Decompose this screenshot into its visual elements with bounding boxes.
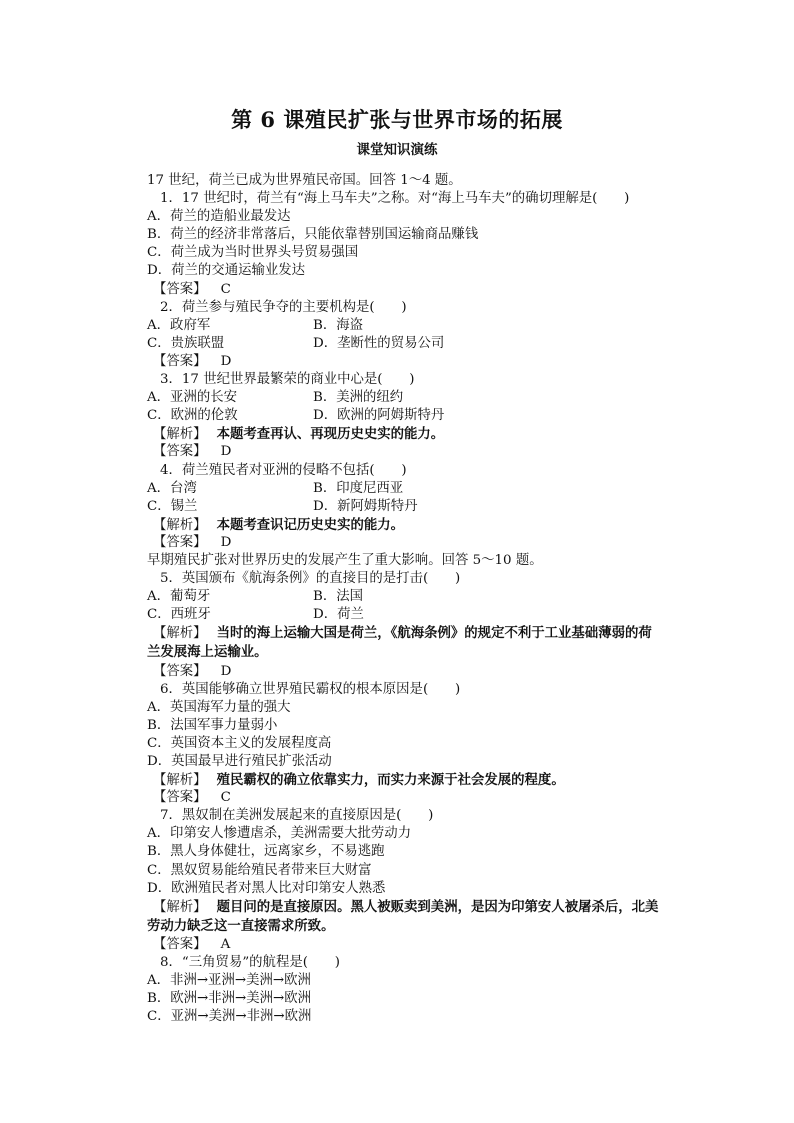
q3-option-d: D．欧洲的阿姆斯特丹 — [313, 408, 445, 424]
answer-value: D — [220, 444, 232, 460]
q4-option-d: D．新阿姆斯特丹 — [313, 498, 418, 514]
analysis-tag: 【解析】 — [153, 626, 207, 642]
q1-option-b: B．荷兰的经济非常落后，只能依靠替别国运输商品赚钱 — [147, 227, 479, 243]
q6-option-b: B．法国军事力量弱小 — [147, 717, 278, 733]
q5-option-b: B．法国 — [313, 589, 364, 605]
answer-tag: 【答案】 — [153, 936, 207, 952]
q7-analysis — [147, 898, 659, 936]
q2-option-a: A．政府军 — [147, 317, 211, 333]
answer-value: D — [220, 353, 232, 369]
question-6: 6．英国能够确立世界殖民霸权的根本原因是( ) — [160, 681, 461, 697]
answer-tag: 【答案】 — [153, 281, 207, 297]
q1-option-c: C．荷兰成为当时世界头号贸易强国 — [147, 245, 359, 261]
page-subtitle: 课堂知识演练 — [356, 142, 438, 158]
page-title: 第 6 课殖民扩张与世界市场的拓展 — [231, 107, 563, 132]
analysis-text: 本题考查再认、再现历史史实的能力。 — [216, 426, 445, 443]
q6-answer — [147, 789, 659, 807]
q2-option-b: B．海盗 — [313, 317, 364, 333]
q3-analysis — [147, 425, 659, 443]
question-7: 7．黑奴制在美洲发展起来的直接原因是( ) — [160, 808, 434, 824]
q7-option-a: A．印第安人惨遭虐杀，美洲需要大批劳动力 — [147, 826, 412, 842]
q4-answer — [147, 534, 659, 552]
q3-option-a: A．亚洲的长安 — [147, 390, 238, 406]
question-8: 8．“三角贸易”的航程是( ) — [160, 955, 340, 971]
q2-options-row-1 — [147, 317, 659, 335]
analysis-text: 本题考查识记历史史实的能力。 — [216, 516, 405, 533]
section-intro-2: 早期殖民扩张对世界历史的发展产生了重大影响。回答 5～10 题。 — [147, 552, 543, 568]
q7-option-b: B．黑人身体健壮，远离家乡，不易逃跑 — [147, 844, 385, 860]
q3-options-row-2 — [147, 407, 659, 425]
q7-answer — [147, 936, 659, 954]
question-2: 2．荷兰参与殖民争夺的主要机构是( ) — [160, 299, 407, 315]
q4-option-c: C．锡兰 — [147, 498, 198, 514]
q5-answer — [147, 663, 659, 681]
q4-options-row-2 — [147, 498, 659, 516]
answer-tag: 【答案】 — [153, 790, 207, 806]
q1-answer — [147, 281, 659, 299]
q4-option-a: A．台湾 — [147, 480, 197, 496]
q4-option-b: B．印度尼西亚 — [313, 480, 404, 496]
question-3: 3．17 世纪世界最繁荣的商业中心是( ) — [160, 372, 415, 388]
q3-option-c: C．欧洲的伦敦 — [147, 408, 238, 424]
q5-options-row-2 — [147, 606, 659, 624]
answer-value: C — [220, 790, 231, 806]
q4-analysis — [147, 516, 659, 534]
answer-value: D — [220, 663, 232, 679]
q8-option-c: C．亚洲→美洲→非洲→欧洲 — [147, 1009, 312, 1025]
q2-options-row-2 — [147, 335, 659, 353]
analysis-tag: 【解析】 — [153, 773, 207, 789]
q5-option-c: C．西班牙 — [147, 607, 211, 623]
q2-answer — [147, 353, 659, 371]
analysis-text: 当时的海上运输大国是荷兰，《航海条例》的规定不利于工业基础薄弱的荷兰发展海上运输业。 — [147, 625, 652, 661]
q6-analysis — [147, 771, 659, 789]
q7-option-c: C．黑奴贸易能给殖民者带来巨大财富 — [147, 862, 372, 878]
q4-options-row-1 — [147, 480, 659, 498]
q3-option-b: B．美洲的纽约 — [313, 390, 404, 406]
q5-option-a: A．葡萄牙 — [147, 589, 211, 605]
q8-option-a: A．非洲→亚洲→美洲→欧洲 — [147, 973, 311, 989]
answer-value: D — [220, 534, 232, 550]
analysis-tag: 【解析】 — [153, 899, 207, 915]
question-5: 5．英国颁布《航海条例》的直接目的是打击( ) — [160, 571, 461, 587]
question-1: 1．17 世纪时，荷兰有“海上马车夫”之称。对“海上马车夫”的确切理解是( ) — [160, 191, 630, 207]
q5-options-row-1 — [147, 588, 659, 606]
answer-value: A — [220, 936, 231, 952]
answer-value: C — [220, 281, 231, 297]
q8-option-b: B．欧洲→非洲→美洲→欧洲 — [147, 991, 312, 1007]
section-intro-1: 17 世纪，荷兰已成为世界殖民帝国。回答 1～4 题。 — [147, 173, 462, 188]
q6-option-a: A．英国海军力量的强大 — [147, 699, 291, 715]
answer-tag: 【答案】 — [153, 534, 207, 550]
q2-option-c: C．贵族联盟 — [147, 335, 225, 351]
answer-tag: 【答案】 — [153, 444, 207, 460]
question-4: 4．荷兰殖民者对亚洲的侵略不包括( ) — [160, 462, 407, 478]
q1-option-d: D．荷兰的交通运输业发达 — [147, 263, 306, 279]
analysis-text: 题目问的是直接原因。黑人被贩卖到美洲，是因为印第安人被屠杀后，北美劳动力缺乏这一直接需求所致。 — [147, 898, 659, 934]
q5-option-d: D．荷兰 — [313, 607, 364, 623]
q1-option-a: A．荷兰的造船业最发达 — [147, 209, 291, 225]
q6-option-c: C．英国资本主义的发展程度高 — [147, 735, 332, 751]
analysis-text: 殖民霸权的确立依靠实力，而实力来源于社会发展的程度。 — [216, 772, 565, 789]
document-body — [147, 172, 659, 1026]
q5-analysis — [147, 624, 659, 662]
q7-option-d: D．欧洲殖民者对黑人比对印第安人熟悉 — [147, 880, 386, 896]
answer-tag: 【答案】 — [153, 663, 207, 679]
analysis-tag: 【解析】 — [153, 517, 207, 533]
q6-option-d: D．英国最早进行殖民扩张活动 — [147, 754, 332, 769]
answer-tag: 【答案】 — [153, 353, 207, 369]
analysis-tag: 【解析】 — [153, 427, 207, 443]
q2-option-d: D．垄断性的贸易公司 — [313, 335, 445, 351]
q3-answer — [147, 443, 659, 461]
q3-options-row-1 — [147, 389, 659, 407]
